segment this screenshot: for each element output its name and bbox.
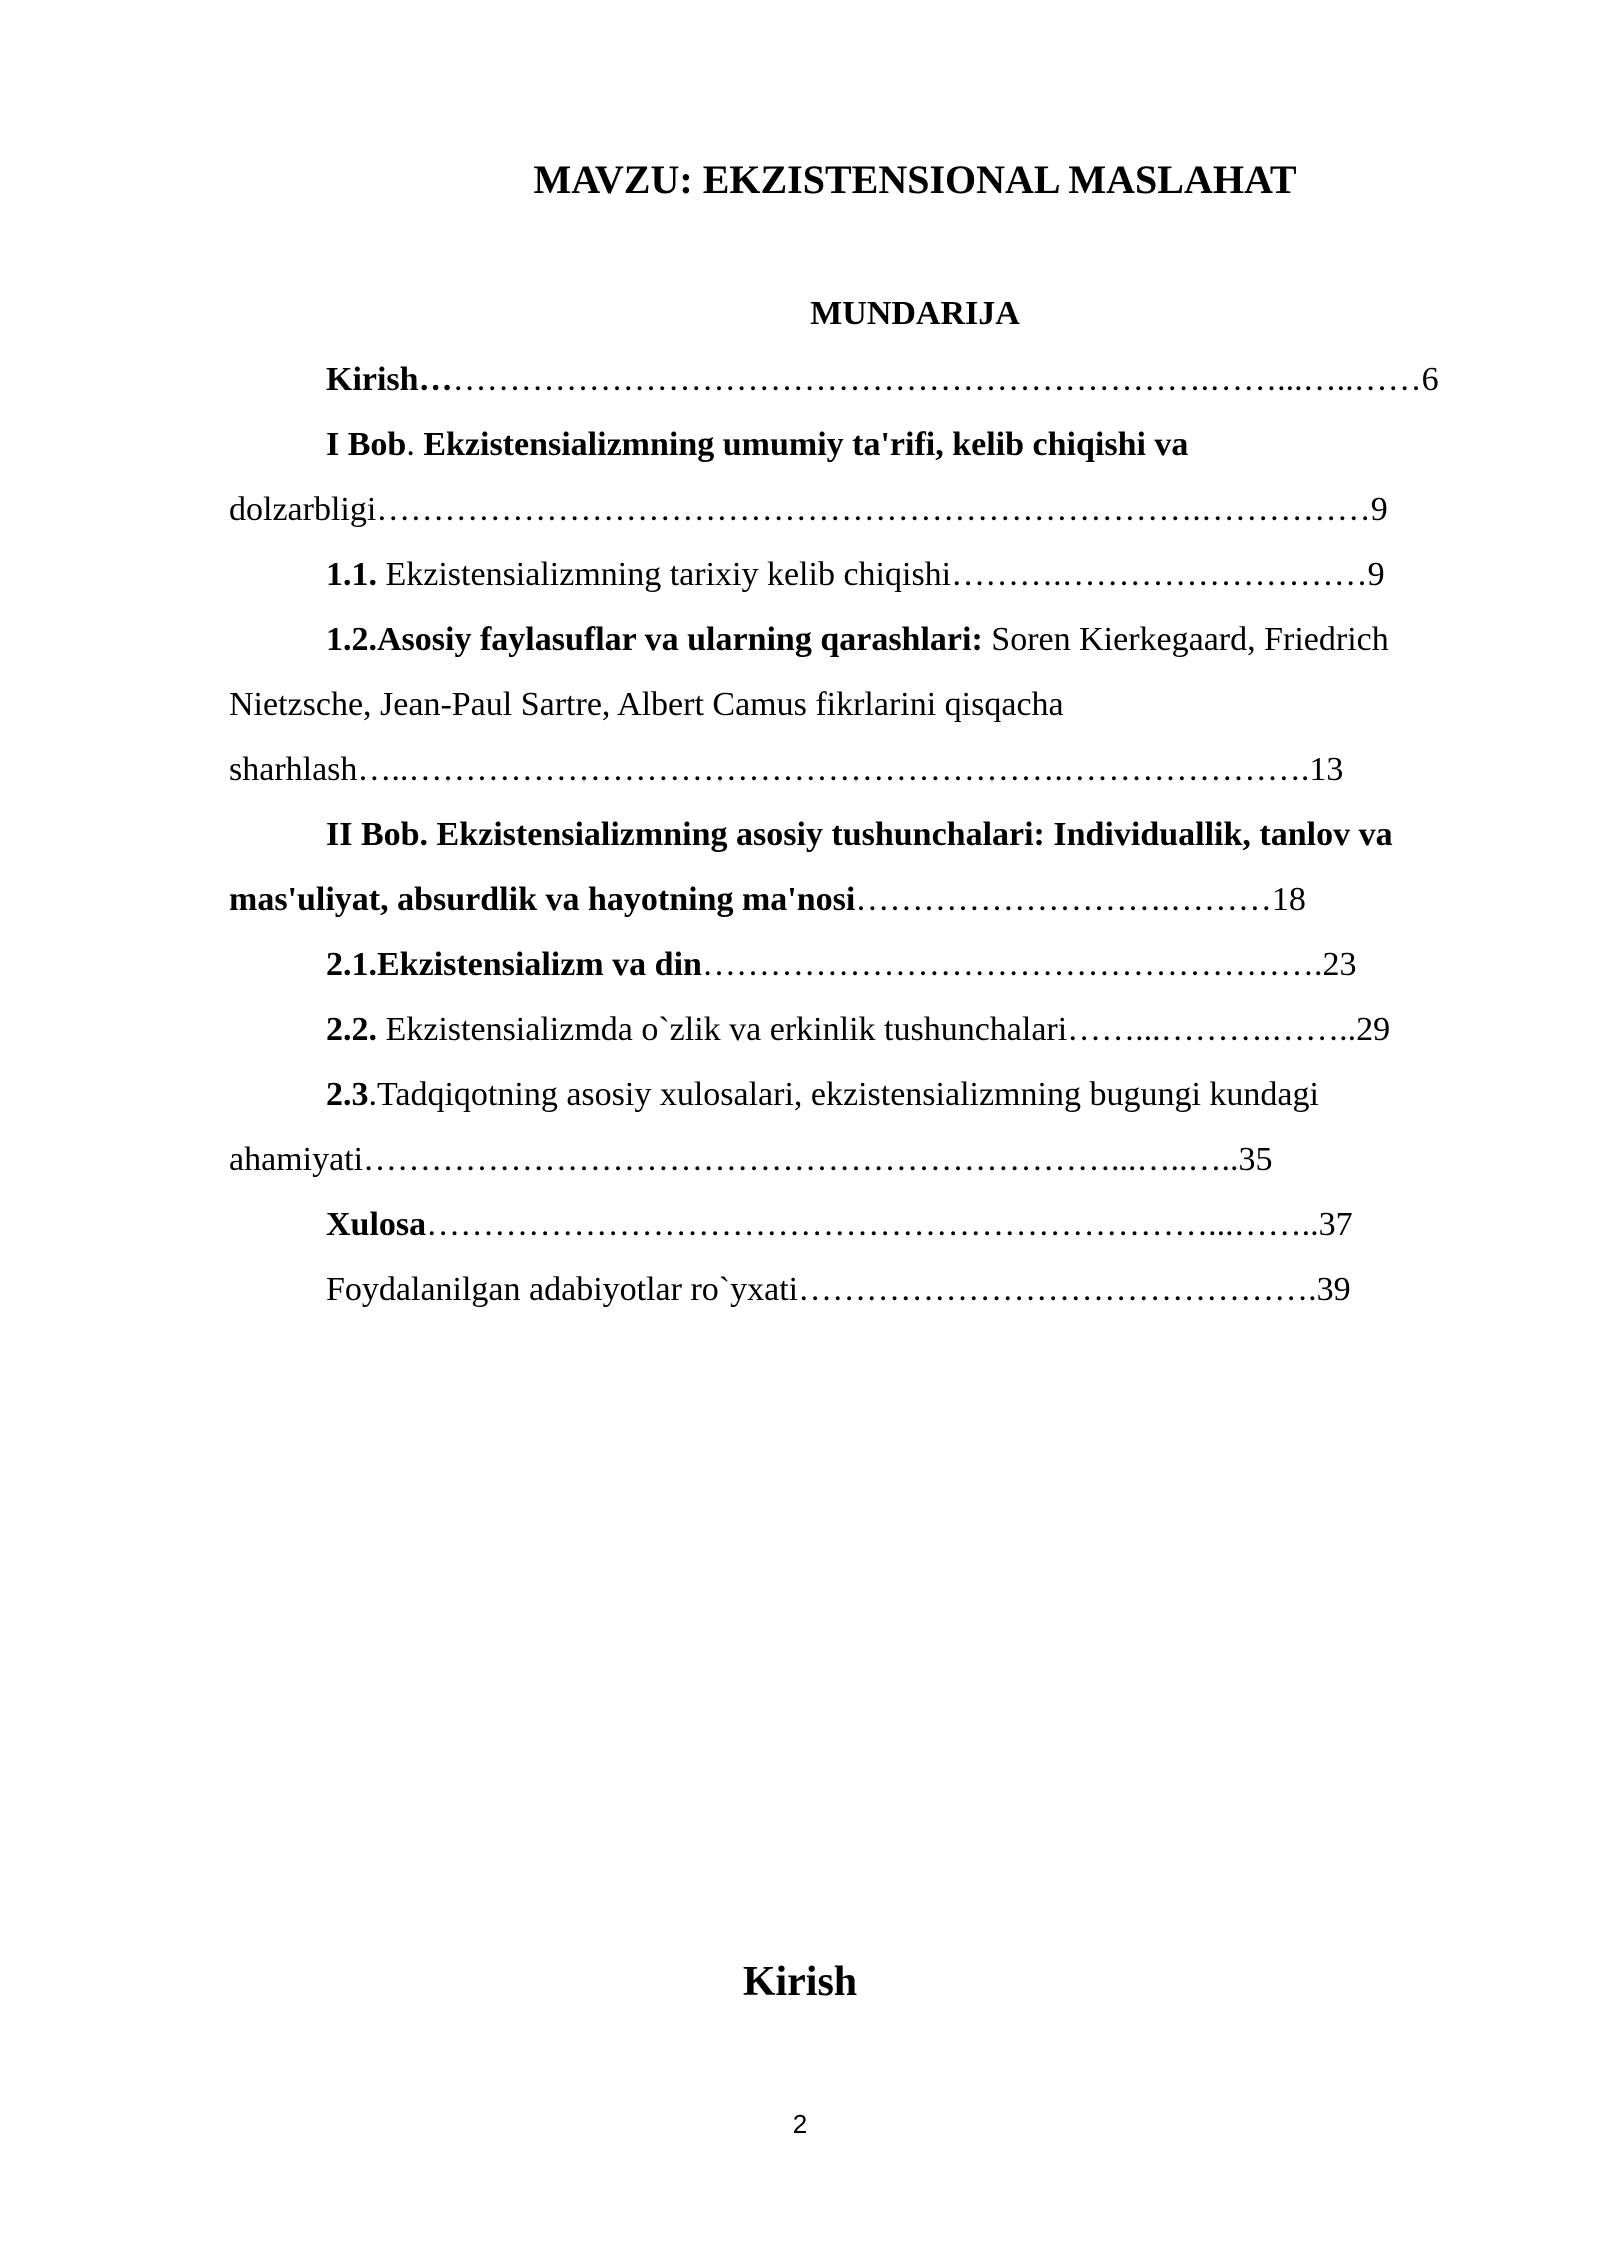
toc-line <box>326 356 1439 404</box>
document-title: MAVZU: EKZISTENSIONAL MASLAHAT <box>533 157 1297 202</box>
toc-line-text: ……………………….………18 <box>855 881 1306 918</box>
toc-line <box>229 681 1064 729</box>
toc-line <box>326 1006 1390 1054</box>
toc-line-text: ahamiyati…………………………………………………………...…..…..35 <box>229 1141 1273 1178</box>
toc-line-text: Foydalanilgan adabiyotlar ro`yxati……………………………………….39 <box>326 1271 1351 1308</box>
toc-line-bold: Ekzistensializmning umumiy ta'rifi, kelib chiqishi va <box>423 426 1189 463</box>
toc-line-text: Ekzistensializmda o`zlik va erkinlik tushunchalari……...……….……..29 <box>377 1011 1391 1048</box>
section-heading: Kirish <box>742 1959 858 2005</box>
toc-line-bold: 1.2.Asosiy faylasuflar va ularning qarashlari: <box>326 621 983 658</box>
toc-line-text: Soren Kierkegaard, Friedrich <box>982 621 1389 658</box>
toc-line-bold: Xulosa <box>326 1206 427 1243</box>
toc-line-bold: II Bob. Ekzistensializmning asosiy tushunchalari: Individuallik, tanlov va <box>326 816 1393 853</box>
toc-line <box>229 1136 1273 1184</box>
toc-line-text: sharhlash…..………………………………………………….………………….13 <box>229 751 1344 788</box>
toc-line-text: dolzarbligi……………………………………………………………….……………9 <box>229 491 1388 528</box>
toc-line <box>229 876 1306 924</box>
toc-line <box>326 811 1393 859</box>
toc-line <box>326 421 1188 469</box>
toc-line-bold: 2.2. <box>326 1011 377 1048</box>
toc-line-text: ……………………………………………….23 <box>701 946 1357 983</box>
toc-line <box>326 616 1389 664</box>
toc-line-text: . <box>406 426 424 463</box>
toc-heading: MUNDARIJA <box>810 295 1020 332</box>
toc-line-bold: mas'uliyat, absurdlik va hayotning ma'nosi <box>229 881 856 918</box>
toc-line-bold: 1.1. <box>326 556 377 593</box>
toc-line-bold: I Bob <box>326 426 407 463</box>
toc-line-text: Ekzistensializmning tarixiy kelib chiqishi……….………………………9 <box>377 556 1385 593</box>
toc-line <box>326 1071 1319 1119</box>
toc-line-text: ………………………………………………………….……...…..……6 <box>452 361 1439 398</box>
toc-line-bold: Kirish… <box>326 361 453 398</box>
toc-line-text: .Tadqiqotning asosiy xulosalari, ekzistensializmning bugungi kundagi <box>368 1076 1319 1113</box>
toc-line <box>326 1266 1351 1314</box>
toc-line-text: Nietzsche, Jean-Paul Sartre, Albert Camus fikrlarini qisqacha <box>229 686 1064 723</box>
toc-line <box>229 486 1388 534</box>
toc-line <box>326 941 1356 989</box>
page-number: 2 <box>792 2109 808 2139</box>
toc-line-bold: 2.1.Ekzistensializm va din <box>326 946 702 983</box>
toc-line <box>326 551 1385 599</box>
toc-line-bold: 2.3 <box>326 1076 369 1113</box>
toc-line-text: ……………………………………………………………...……..37 <box>426 1206 1353 1243</box>
toc-line <box>326 1201 1353 1249</box>
toc-line <box>229 746 1343 794</box>
